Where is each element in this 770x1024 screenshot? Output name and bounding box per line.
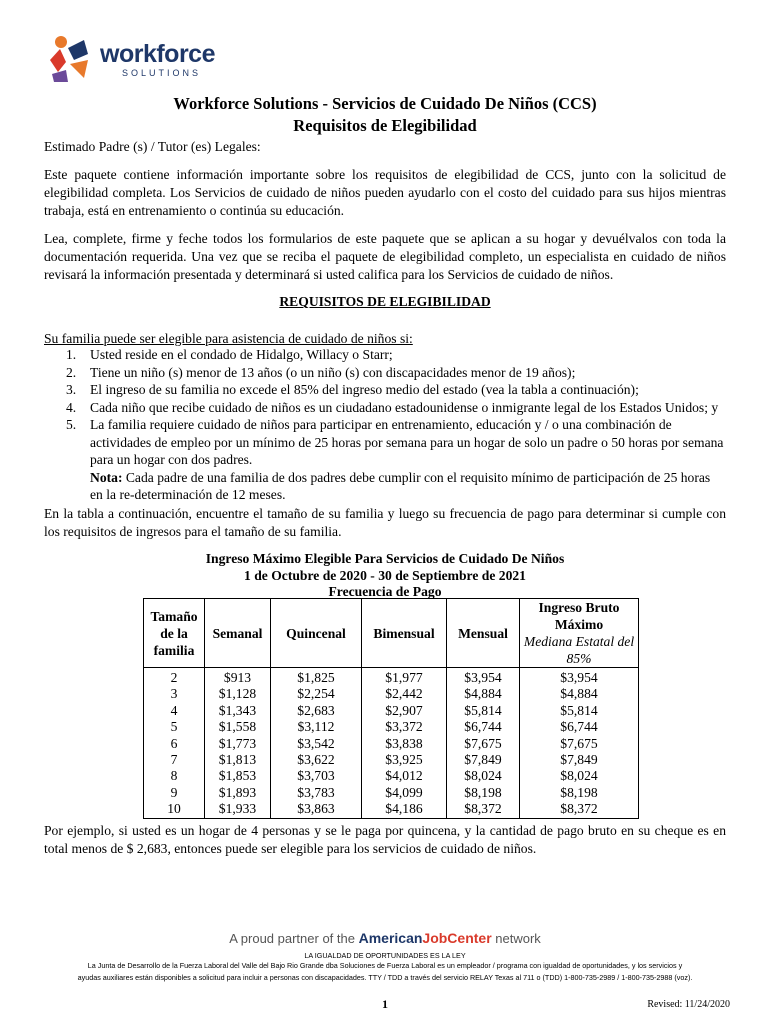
table-row [144,668,639,687]
equal-opportunity-line-1: La Junta de Desarrollo de la Fuerza Laboral del Valle del Bajo Rio Grande dba Soluciones de Fuerza Laboral es un empleador / programa con igualdad de oportunidades, y los servicios y [87,961,683,970]
table-cell: $1,853 [205,768,271,784]
table-cell: $8,372 [447,801,520,818]
table-cell: $2,907 [362,703,447,719]
eligibility-intro: Su familia puede ser elegible para asistencia de cuidado de niños si: [44,331,413,346]
header-semimonthly: Bimensual [362,599,447,668]
table-cell: $4,099 [362,785,447,801]
section-heading: REQUISITOS DE ELEGIBILIDAD [279,294,491,309]
table-cell: $3,863 [271,801,362,818]
page-title: Workforce Solutions - Servicios de Cuidado De Niños (CCS) [173,94,597,113]
table-cell: $1,343 [205,703,271,719]
table-cell: $913 [205,668,271,687]
table-cell: $3,954 [520,668,639,687]
note-text: Cada padre de una familia de dos padres debe cumplir con el requisito mínimo de participación de 25 horas en la re-determinación de 12 meses. [90,469,711,502]
table-cell: $2,683 [271,703,362,719]
table-cell: $7,849 [520,752,639,768]
intro-paragraph-1: Este paquete contiene información importante sobre los requisitos de elegibilidad de CCS, junto con la solicitud de elegibilidad completa. Los Servicios de cuidado de niños pueden ayudarlo con el costo del cuidado para sus hijos mientras trabaja, está en entrenamiento o continúa su educación. [44,167,726,218]
table-cell: 4 [144,703,205,719]
table-cell: 7 [144,752,205,768]
table-cell: $7,675 [447,736,520,752]
table-cell: $7,849 [447,752,520,768]
table-row [144,719,639,735]
logo-subtitle: SOLUTIONS [122,68,202,78]
table-row [144,686,639,702]
table-cell: $8,198 [447,785,520,801]
table-intro: En la tabla a continuación, encuentre el tamaño de su familia y luego su frecuencia de pago para determinar si cumple con los requisitos de ingresos para el tamaño de su familia. [44,506,726,539]
note [44,469,726,504]
table-cell: $2,442 [362,686,447,702]
table-cell: $4,012 [362,768,447,784]
page-number: 1 [382,997,388,1011]
table-cell: 5 [144,719,205,735]
table-cell: 8 [144,768,205,784]
table-cell: $8,198 [520,785,639,801]
table-cell: $1,558 [205,719,271,735]
table-cell: $6,744 [447,719,520,735]
table-cell: $3,838 [362,736,447,752]
table-cell: $3,372 [362,719,447,735]
logo-mark-icon [44,34,100,84]
table-cell: $4,186 [362,801,447,818]
revised-date: Revised: 11/24/2020 [647,999,730,1010]
table-row [144,736,639,752]
table-cell: $3,783 [271,785,362,801]
table-cell: 6 [144,736,205,752]
table-row [144,703,639,719]
logo-wordmark: workforce [100,40,215,68]
table-cell: $1,933 [205,801,271,818]
table-row [144,785,639,801]
table-cell: $8,372 [520,801,639,818]
table-date-range: 1 de Octubre de 2020 - 30 de Septiembre de 2021 [244,568,526,583]
table-cell: $3,542 [271,736,362,752]
table-cell: $8,024 [520,768,639,784]
table-cell: 10 [144,801,205,818]
list-item: 4. Cada niño que recibe cuidado de niños es un ciudadano estadounidense o inmigrante legal de los Estados Unidos; y [66,399,719,415]
partner-line: A proud partner of the AmericanJobCenter network [229,930,541,946]
table-cell: $1,825 [271,668,362,687]
table-cell: $3,925 [362,752,447,768]
income-table [143,598,639,819]
table-cell: $3,622 [271,752,362,768]
header-monthly: Mensual [447,599,520,668]
table-cell: $7,675 [520,736,639,752]
table-cell: 9 [144,785,205,801]
header-family-size: Tamaño de la familia [144,599,205,668]
list-item: 3. El ingreso de su familia no excede el 85% del ingreso medio del estado (vea la tabla a continuación); [66,382,639,397]
header-gross-max: Ingreso Bruto Máximo Mediana Estatal del 85% [520,599,639,668]
table-row [144,768,639,784]
table-cell: 2 [144,668,205,687]
equal-opportunity-line-2: ayudas auxiliares están disponibles a solicitud para incluir a personas con discapacidades. TTY / TDD a través del servicio RELAY Texas al 711 o (TDD) 1-800-735-2989 / 1-800-735-2988 (voz). [77,973,693,982]
table-cell: $3,112 [271,719,362,735]
table-cell: $2,254 [271,686,362,702]
table-cell: $4,884 [447,686,520,702]
table-cell: $8,024 [447,768,520,784]
table-cell: $1,813 [205,752,271,768]
table-cell: $5,814 [447,703,520,719]
header-biweekly: Quincenal [271,599,362,668]
header-gross-sub: Mediana Estatal del 85% [523,634,635,666]
table-cell: $1,128 [205,686,271,702]
note-label: Nota: [90,469,123,485]
eligibility-list [44,346,726,504]
table-cell: $3,703 [271,768,362,784]
intro-paragraph-2: Lea, complete, firme y feche todos los formularios de este paquete que se aplican a su hogar y devuélvalos con toda la documentación requerida. Una vez que se reciba el paquete de elegibilidad completo, un especialista en cuidado de niños revisará la información presentada y determinará si usted califica para los Servicios de cuidado de niños. [44,231,726,282]
table-frequency-label: Frecuencia de Pago [328,584,442,599]
table-cell: $3,954 [447,668,520,687]
table-cell: $1,977 [362,668,447,687]
table-cell: $1,893 [205,785,271,801]
workforce-logo [44,34,214,84]
table-row [144,801,639,818]
american-job-center-logo: AmericanJobCenter [358,930,492,946]
page-subtitle: Requisitos de Elegibilidad [293,116,477,135]
table-row [144,752,639,768]
list-item: 5. La familia requiere cuidado de niños para participar en entrenamiento, educación y / o una combinación de actividades de empleo por un mínimo de 25 horas por semana para un hogar de solo un padre o 50 horas por semana para un hogar con dos padres. [66,417,724,467]
equal-opportunity-title: LA IGUALDAD DE OPORTUNIDADES ES LA LEY [304,951,466,960]
table-cell: 3 [144,686,205,702]
table-header-row [144,599,639,668]
greeting: Estimado Padre (s) / Tutor (es) Legales: [44,139,261,154]
table-cell: $4,884 [520,686,639,702]
list-item: 1. Usted reside en el condado de Hidalgo, Willacy o Starr; [66,347,393,362]
table-caption: Ingreso Máximo Elegible Para Servicios de Cuidado De Niños [205,551,565,566]
header-weekly: Semanal [205,599,271,668]
list-item: 2. Tiene un niño (s) menor de 13 años (o un niño (s) con discapacidades menor de 19 años); [66,364,576,380]
example-paragraph: Por ejemplo, si usted es un hogar de 4 personas y se le paga por quincena, y la cantidad de pago bruto en su cheque es en total menos de $ 2,683, entonces puede ser elegible para los servicios de cuidado de niños. [44,823,726,856]
table-cell: $6,744 [520,719,639,735]
table-cell: $1,773 [205,736,271,752]
table-cell: $5,814 [520,703,639,719]
